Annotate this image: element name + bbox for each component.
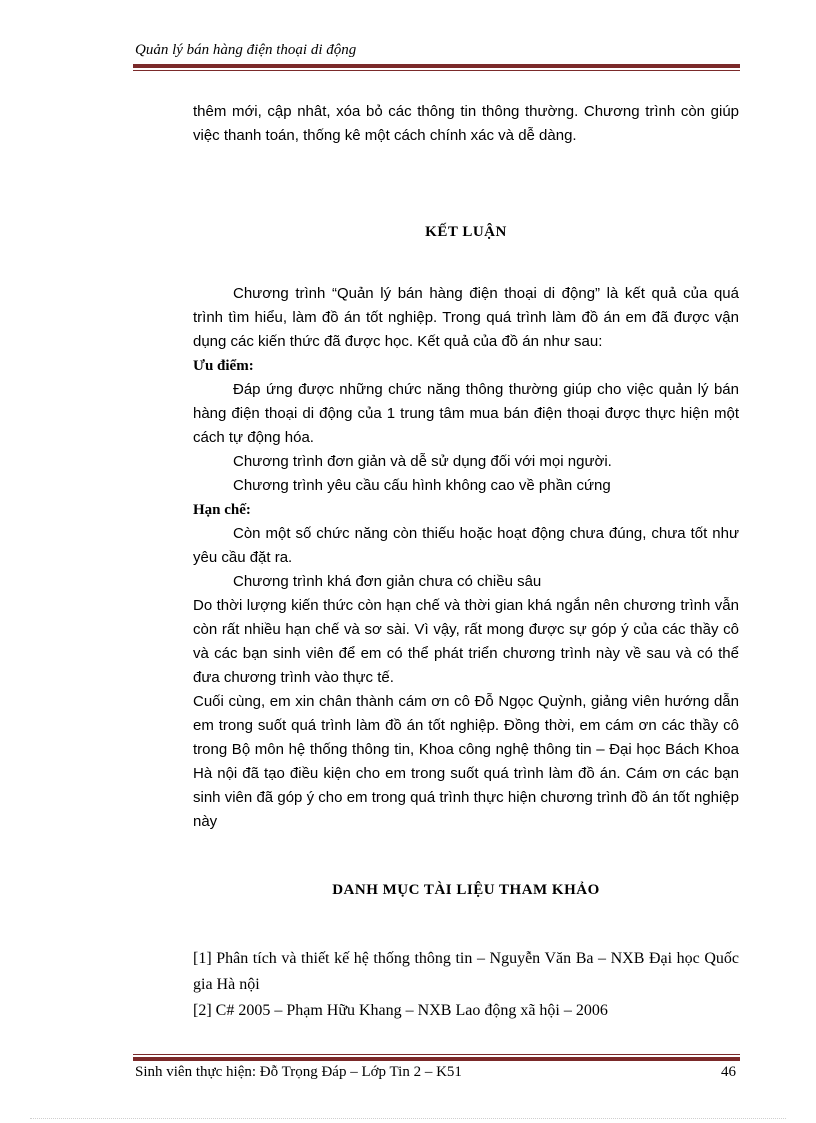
footer-student: Sinh viên thực hiện: Đỗ Trọng Đáp – Lớp Tin 2 – K51 <box>135 1064 462 1080</box>
reference-text: C# 2005 – Phạm Hữu Khang – NXB Lao động xã hội – 2006 <box>211 1002 608 1019</box>
header-rule-thick <box>133 64 740 68</box>
conclusion-paragraph-3: Cuối cùng, em xin chân thành cám ơn cô Đỗ Ngọc Quỳnh, giảng viên hướng dẫn em trong suốt quá trình làm đồ án tốt nghiệp. Đồng thời, em cám ơn các thầy cô trong Bộ môn hệ thống thông tin, Khoa công nghệ thông tin – Đại học Bách Khoa Hà nội đã tạo điều kiện cho em trong suốt quá trình làm đồ án. Cám ơn các bạn sinh viên đã góp ý cho em trong quá trình thực hiện chương trình đồ án tốt nghiệp này <box>193 693 739 830</box>
running-header: Quản lý bán hàng điện thoại di động <box>135 42 357 58</box>
cons-item: Chương trình khá đơn giản chưa có chiều sâu <box>233 573 542 590</box>
pros-heading: Ưu điểm: <box>193 358 254 374</box>
page-body <box>193 100 739 1024</box>
intro-paragraph: thêm mới, cập nhât, xóa bỏ các thông tin thông thường. Chương trình còn giúp việc thanh toán, thống kê một cách chính xác và dễ dàng. <box>193 103 739 144</box>
page-bottom-border <box>30 1118 786 1119</box>
references-title: DANH MỤC TÀI LIỆU THAM KHẢO <box>332 882 600 898</box>
reference-number: [1] <box>193 950 212 967</box>
reference-text: Phân tích và thiết kế hệ thống thông tin – Nguyễn Văn Ba – NXB Đại học Quốc gia Hà nội <box>193 950 739 993</box>
pros-item: Đáp ứng được những chức năng thông thường giúp cho việc quản lý bán hàng điện thoại di động của 1 trung tâm mua bán điện thoại được thực hiện một cách tự động hóa. <box>193 381 739 446</box>
reference-item <box>193 946 739 998</box>
reference-number: [2] <box>193 1002 212 1019</box>
header-rule-thin <box>133 70 740 71</box>
pros-item: Chương trình đơn giản và dễ sử dụng đối với mọi người. <box>233 453 612 470</box>
page-number: 46 <box>721 1064 736 1080</box>
footer-rule-thin <box>133 1054 740 1055</box>
conclusion-paragraph-2: Do thời lượng kiến thức còn hạn chế và thời gian khá ngắn nên chương trình vẫn còn rất nhiều hạn chế và sơ sài. Vì vậy, rất mong được sự góp ý của các thầy cô và các bạn sinh viên để em có thể phát triển chương trình này về sau và có thể đưa chương trình vào thực tế. <box>193 597 739 686</box>
reference-item <box>193 998 739 1024</box>
pros-item: Chương trình yêu cầu cấu hình không cao về phần cứng <box>233 477 611 494</box>
footer-rule-thick <box>133 1057 740 1061</box>
cons-heading: Hạn chế: <box>193 502 251 518</box>
conclusion-paragraph-1: Chương trình “Quản lý bán hàng điện thoại di động” là kết quả của quá trình tìm hiểu, làm đồ án tốt nghiệp. Trong quá trình làm đồ án em đã được vận dụng các kiến thức đã được học. Kết quả của đồ án như sau: <box>193 285 739 350</box>
conclusion-title: KẾT LUẬN <box>425 224 507 240</box>
cons-item: Còn một số chức năng còn thiếu hoặc hoạt động chưa đúng, chưa tốt như yêu cầu đặt ra. <box>193 525 739 566</box>
